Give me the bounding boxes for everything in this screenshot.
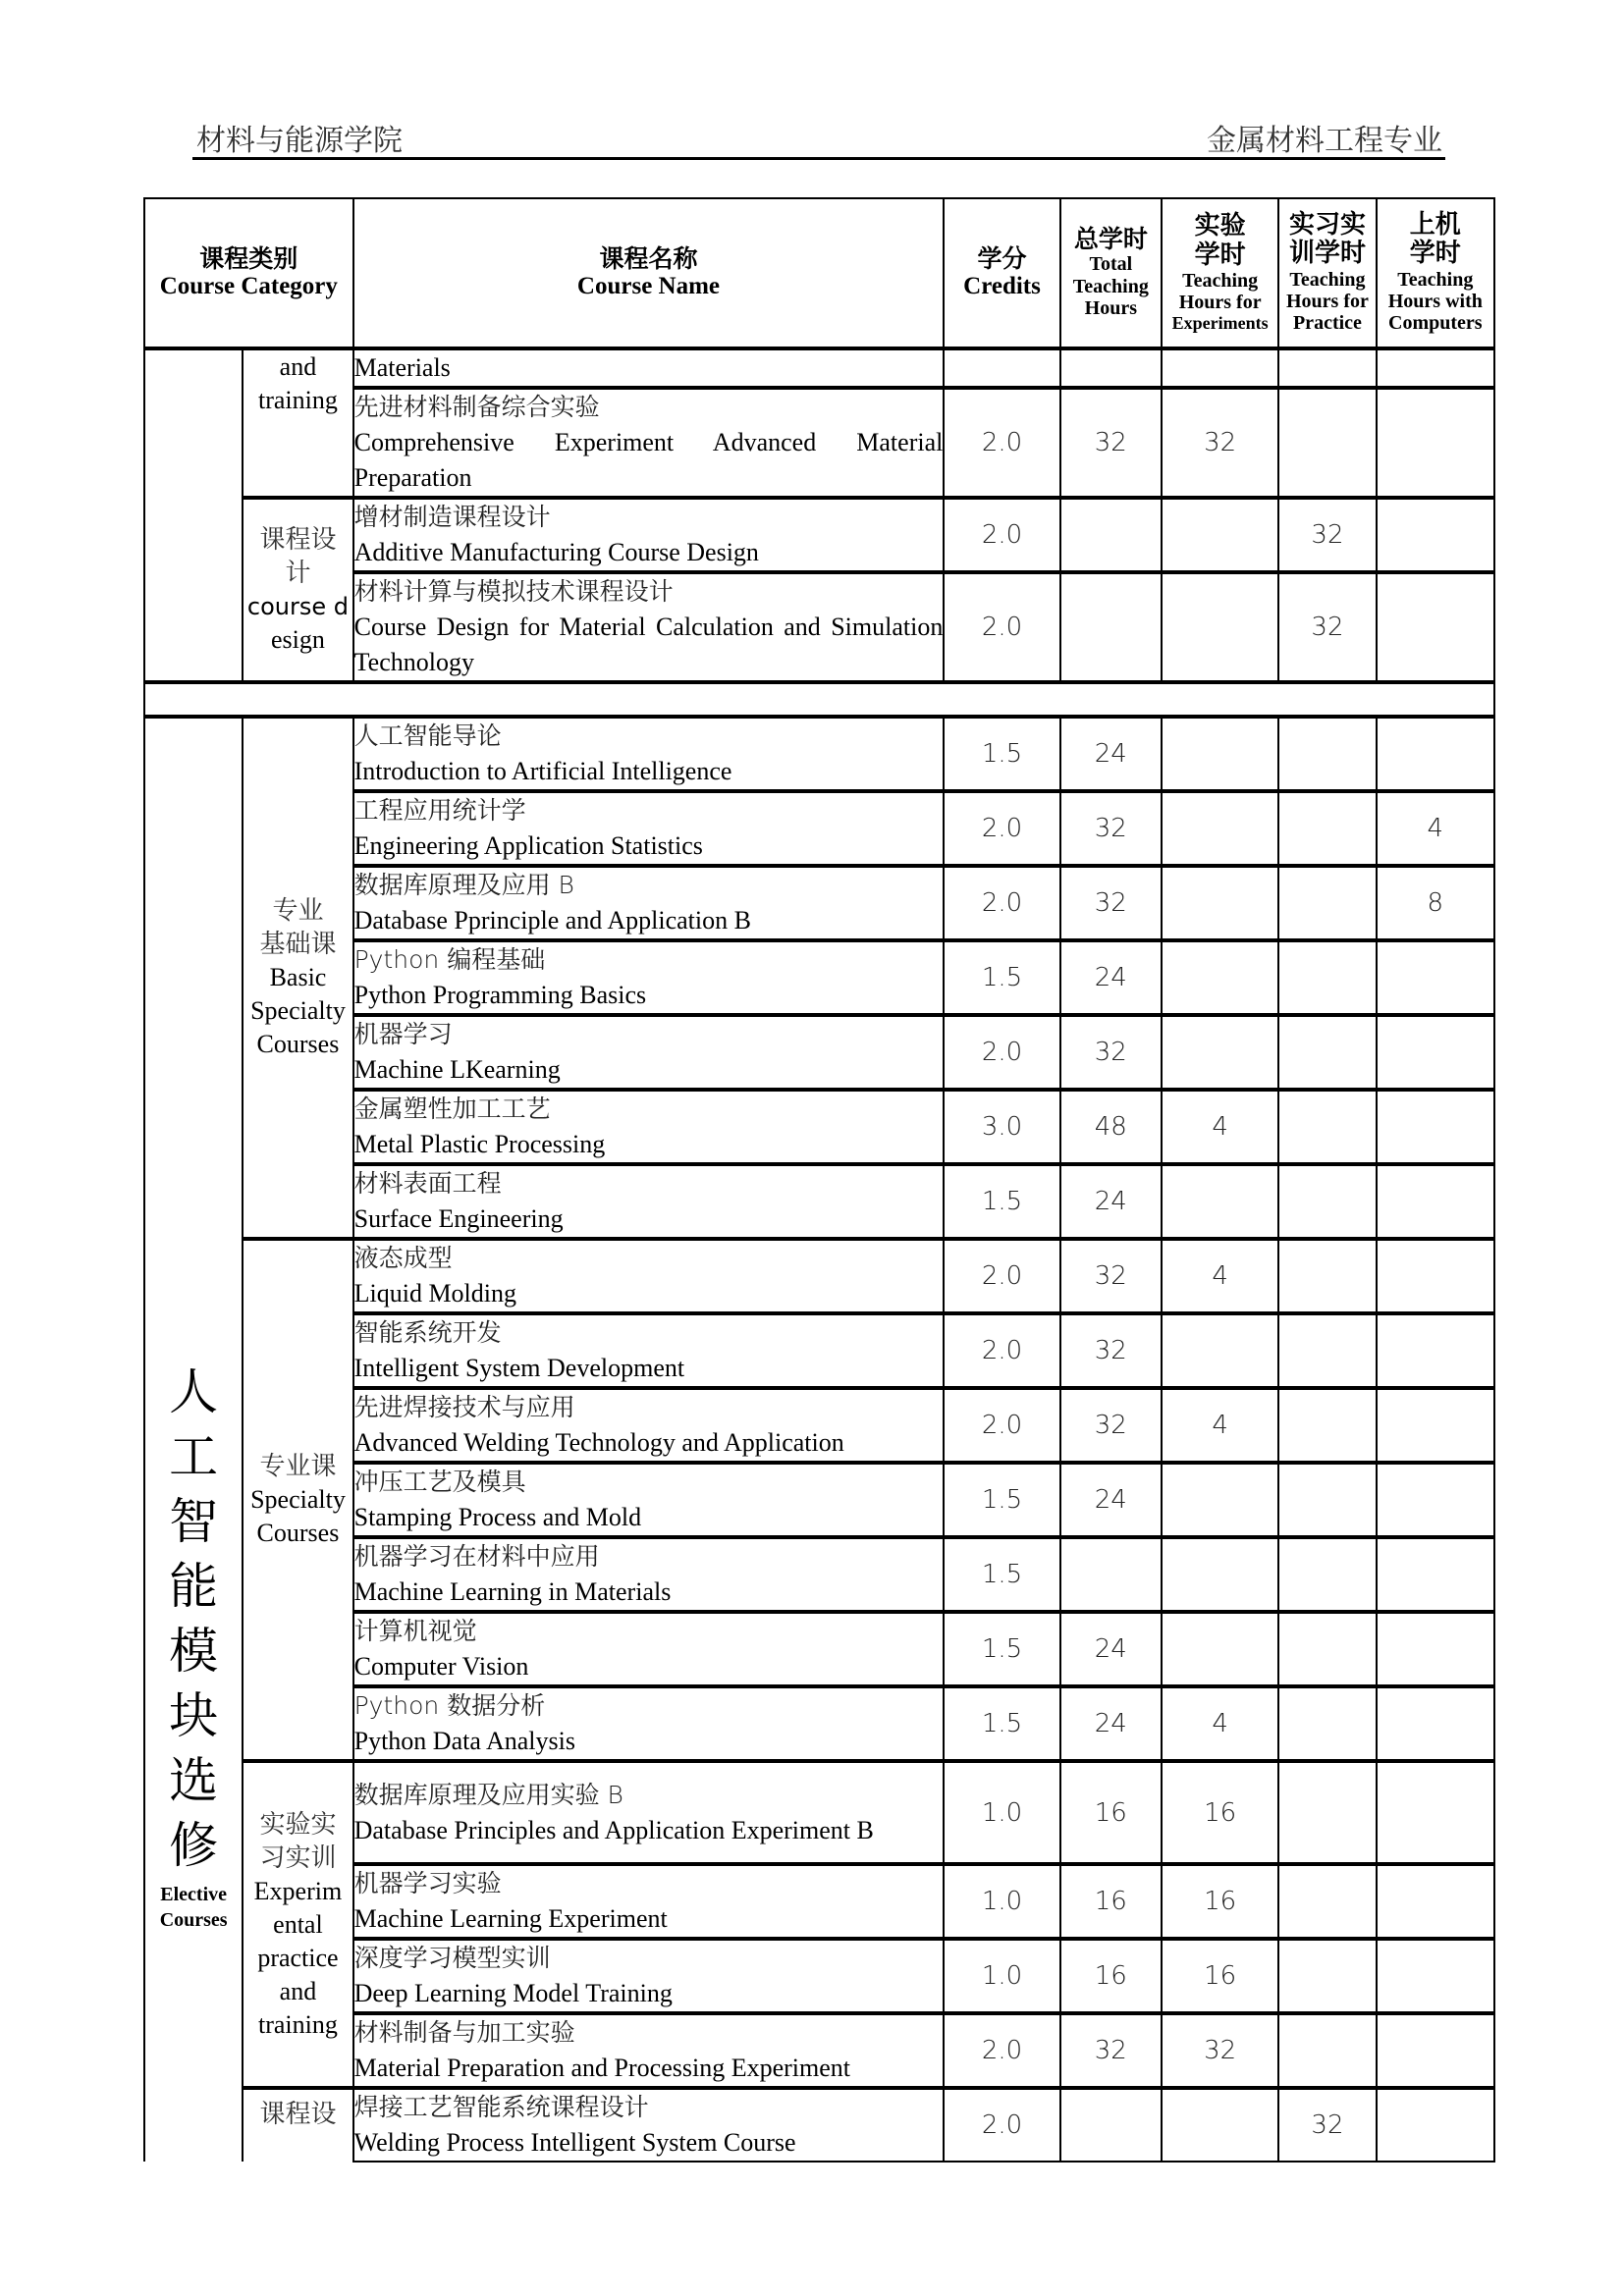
col-header-exp-zh2: 学时 [1194,240,1246,270]
computer-hours-cell [1377,1164,1494,1239]
table-row [144,498,1494,572]
computer-hours-cell [1377,1686,1494,1761]
col-header-name-en: Course Name [576,273,721,299]
course-name-cell [353,2013,945,2088]
course-name-en: Materials [353,353,451,382]
exp-hours-cell [1162,940,1278,1015]
course-name-en: Python Data Analysis [353,1727,575,1755]
exp-hours-cell: 16 [1162,1939,1278,2013]
total-hours-cell: 16 [1060,1939,1162,2013]
course-name-zh: 材料表面工程 [353,1169,502,1198]
course-name-zh: 金属塑性加工工艺 [353,1095,551,1123]
total-hours-cell: 24 [1060,1463,1162,1537]
top-subcategory-1 [243,348,352,498]
course-name-cell [353,1388,945,1463]
exp-hours-cell [1162,717,1278,791]
exp-hours-cell [1162,572,1278,682]
practice-hours-cell [1278,1239,1376,1313]
exp-hours-cell: 32 [1162,388,1278,498]
course-name-zh: 机器学习实验 [353,1869,502,1897]
computer-hours-cell [1377,717,1494,791]
subcategory-label-zh2: 基础课 [259,930,337,959]
subcategory-label-en2: Courses [256,1519,340,1547]
table-row [144,1761,1494,1864]
top-subcategory-2 [243,498,352,682]
course-name-cell [353,1761,945,1864]
course-name-en: Machine LKearning [353,1055,561,1084]
computer-hours-cell [1377,498,1494,572]
course-name-en: Machine Learning in Materials [353,1577,672,1606]
course-name-cell [353,1164,945,1239]
course-name-cell [353,572,945,682]
subcategory-label-en2: ental [273,1909,323,1939]
course-name-zh: 深度学习模型实训 [353,1944,551,1972]
course-name-cell [353,1537,945,1612]
credits-cell: 2.0 [944,1015,1059,1090]
course-name-en: Database Principles and Application Experiment B [353,1815,874,1844]
practice-hours-cell [1278,1761,1376,1864]
module-title-char: 模 [169,1623,219,1680]
course-name-en: Metal Plastic Processing [353,1130,606,1158]
course-name-zh: 先进焊接技术与应用 [353,1393,575,1421]
total-hours-cell: 16 [1060,1761,1162,1864]
course-name-cell [353,1015,945,1090]
practice-hours-cell [1278,388,1376,498]
col-header-category [144,198,353,348]
top-sub1-en1: and [279,352,317,381]
total-hours-cell: 32 [1060,388,1162,498]
course-name-en: Python Programming Basics [353,981,647,1009]
col-header-total-zh: 总学时 [1073,225,1148,254]
course-name-zh: 先进材料制备综合实验 [353,393,600,421]
col-header-total-en2: Teaching [1072,275,1149,297]
exp-hours-cell: 16 [1162,1864,1278,1939]
practice-hours-cell: 32 [1278,572,1376,682]
col-header-name-zh: 课程名称 [599,244,698,273]
subcategory-label-en1: Experim [253,1876,343,1905]
module-title-char: 能 [169,1558,219,1615]
computer-hours-cell [1377,1612,1494,1686]
practice-hours-cell [1278,717,1376,791]
top-sub2-en1: course d [246,593,349,620]
module-title-char: 工 [169,1428,219,1485]
exp-hours-cell [1162,866,1278,940]
practice-hours-cell: 32 [1278,2088,1376,2162]
total-hours-cell: 32 [1060,1388,1162,1463]
course-name-cell [353,348,945,388]
exp-hours-cell: 4 [1162,1686,1278,1761]
course-name-zh: 增材制造课程设计 [353,503,551,531]
col-header-experiments [1162,198,1278,348]
spacer-cell [144,682,1494,717]
total-hours-cell: 32 [1060,2013,1162,2088]
subcategory-label-zh1: 专业课 [259,1452,337,1481]
course-name-zh: 计算机视觉 [353,1617,477,1645]
exp-hours-cell [1162,1537,1278,1612]
col-header-practice [1278,198,1376,348]
top-sub2-zh2: 计 [285,559,311,588]
computer-hours-cell [1377,572,1494,682]
credits-cell: 2.0 [944,866,1059,940]
col-header-exp-en3: Experiments [1171,313,1269,334]
course-name-cell [353,2088,945,2162]
practice-hours-cell [1278,1864,1376,1939]
credits-cell: 2.0 [944,791,1059,866]
course-name-cell [353,791,945,866]
credits-cell: 1.5 [944,1164,1059,1239]
course-name-en: Course Design for Material Calculation and Simulation Technology [353,613,944,676]
header-row [144,198,1494,348]
computer-hours-cell: 4 [1377,791,1494,866]
course-name-zh: Python 数据分析 [353,1691,546,1720]
subcategory-label-zh2: 习实训 [259,1842,337,1873]
computer-hours-cell: 8 [1377,866,1494,940]
credits-cell: 2.0 [944,498,1059,572]
credits-cell: 2.0 [944,1239,1059,1313]
course-name-zh: 材料制备与加工实验 [353,2018,575,2047]
course-name-cell [353,717,945,791]
col-header-exp-en2: Hours for [1178,292,1262,314]
subcategory-label-en1: Basic [269,963,327,991]
practice-hours-cell [1278,2013,1376,2088]
credits-cell: 2.0 [944,2013,1059,2088]
credits-cell: 1.5 [944,1537,1059,1612]
course-name-zh: 冲压工艺及模具 [353,1468,526,1496]
course-name-en: Database Pprinciple and Application B [353,906,751,934]
subcategory-label-en3: practice [257,1943,339,1972]
computer-hours-cell [1377,1015,1494,1090]
computer-hours-cell [1377,1761,1494,1864]
course-name-en: Liquid Molding [353,1279,517,1308]
practice-hours-cell [1278,791,1376,866]
computer-hours-cell [1377,1864,1494,1939]
col-header-prac-en3: Practice [1292,312,1362,335]
total-hours-cell: 24 [1060,1164,1162,1239]
exp-hours-cell [1162,498,1278,572]
course-name-en: Comprehensive Experiment Advanced Material Preparation [353,428,944,492]
exp-hours-cell: 4 [1162,1388,1278,1463]
subcategory-label-cell [243,1239,352,1761]
credits-cell: 2.0 [944,1388,1059,1463]
col-header-prac-en2: Hours for [1286,290,1369,312]
col-header-name [353,198,945,348]
course-name-en: Engineering Application Statistics [353,831,703,860]
total-hours-cell: 32 [1060,791,1162,866]
total-hours-cell: 48 [1060,1090,1162,1164]
course-name-cell [353,1939,945,2013]
course-name-cell [353,1239,945,1313]
total-hours-cell [1060,1537,1162,1612]
practice-hours-cell: 32 [1278,498,1376,572]
computer-hours-cell [1377,1939,1494,2013]
practice-hours-cell [1278,1939,1376,2013]
course-name-zh: 液态成型 [353,1244,453,1272]
total-hours-cell: 24 [1060,1686,1162,1761]
course-name-cell [353,498,945,572]
subcategory-label-en3: Courses [256,1030,340,1058]
course-name-zh: 数据库原理及应用实验 B [353,1780,623,1809]
course-name-cell [353,1864,945,1939]
practice-hours-cell [1278,1388,1376,1463]
credits-cell: 1.5 [944,1612,1059,1686]
col-header-credits-en: Credits [963,273,1041,299]
col-header-prac-en1: Teaching [1289,268,1366,291]
total-hours-cell [1060,572,1162,682]
course-name-cell [353,1686,945,1761]
course-name-en: Stamping Process and Mold [353,1503,642,1531]
curriculum-table [143,197,1495,2163]
col-header-comp-en1: Teaching [1397,268,1474,291]
course-name-en: Deep Learning Model Training [353,1979,673,2007]
col-header-comp-en3: Computers [1388,312,1483,335]
course-name-zh: 数据库原理及应用 B [353,871,574,899]
credits-cell: 1.0 [944,1864,1059,1939]
col-header-credits [944,198,1059,348]
practice-hours-cell [1278,1612,1376,1686]
module-title-char: 智 [169,1493,219,1550]
credits-cell: 1.5 [944,1686,1059,1761]
practice-hours-cell [1278,1686,1376,1761]
practice-hours-cell [1278,1463,1376,1537]
subcategory-label-cell [243,1761,352,2088]
top-sub1-en2: training [258,386,338,414]
credits-cell: 1.5 [944,940,1059,1015]
credits-cell: 1.0 [944,1939,1059,2013]
module-title-cell [144,717,243,2162]
module-title-char: 人 [169,1363,219,1420]
header-major: 金属材料工程专业 [1207,125,1442,157]
computer-hours-cell [1377,1388,1494,1463]
module-title-en2: Courses [159,1909,228,1931]
credits-cell: 2.0 [944,1313,1059,1388]
exp-hours-cell [1162,348,1278,388]
subcategory-label-zh1: 实验实 [259,1809,337,1840]
course-name-en: Machine Learning Experiment [353,1904,668,1933]
credits-cell: 2.0 [944,572,1059,682]
course-name-zh: 材料计算与模拟技术课程设计 [353,577,674,606]
credits-cell: 1.5 [944,1463,1059,1537]
course-name-zh: 智能系统开发 [353,1318,502,1347]
header-rule [192,157,1445,160]
course-name-cell [353,940,945,1015]
course-name-en: Introduction to Artificial Intelligence [353,757,732,785]
total-hours-cell [1060,2088,1162,2162]
top-category-cell [144,348,243,682]
computer-hours-cell [1377,348,1494,388]
exp-hours-cell: 4 [1162,1239,1278,1313]
practice-hours-cell [1278,1015,1376,1090]
exp-hours-cell [1162,1463,1278,1537]
course-name-zh: 工程应用统计学 [353,796,526,825]
table-row [144,717,1494,791]
module-title-en1: Elective [160,1884,228,1905]
total-hours-cell: 32 [1060,1239,1162,1313]
course-name-en: Surface Engineering [353,1204,564,1233]
credits-cell: 3.0 [944,1090,1059,1164]
col-header-category-zh: 课程类别 [199,244,298,273]
col-header-total-en3: Hours [1084,297,1137,320]
top-sub2-zh1: 课程设 [259,525,337,555]
course-name-cell [353,1463,945,1537]
table-row [144,348,1494,388]
course-name-cell [353,388,945,498]
practice-hours-cell [1278,1537,1376,1612]
header-college: 材料与能源学院 [196,125,403,157]
subcategory-label-en4: and [279,1976,317,2005]
credits-cell: 1.5 [944,717,1059,791]
module-title-char: 块 [169,1687,219,1744]
col-header-comp-zh2: 学时 [1409,239,1461,269]
course-name-en: Computer Vision [353,1652,529,1681]
subcategory-label-zh1: 专业 [272,896,324,926]
course-name-cell [353,1313,945,1388]
computer-hours-cell [1377,2088,1494,2162]
col-header-computers [1377,198,1494,348]
exp-hours-cell: 4 [1162,1090,1278,1164]
course-name-en: Welding Process Intelligent System Course [353,2128,796,2157]
col-header-prac-zh2: 训学时 [1288,239,1366,269]
credits-cell: 1.0 [944,1761,1059,1864]
computer-hours-cell [1377,1090,1494,1164]
subcategory-label-en2: Specialty [250,996,346,1025]
computer-hours-cell [1377,1239,1494,1313]
exp-hours-cell [1162,2088,1278,2162]
practice-hours-cell [1278,348,1376,388]
practice-hours-cell [1278,1090,1376,1164]
exp-hours-cell [1162,1015,1278,1090]
exp-hours-cell [1162,1164,1278,1239]
course-name-cell [353,1612,945,1686]
col-header-comp-en2: Hours with [1387,290,1483,312]
practice-hours-cell [1278,1313,1376,1388]
computer-hours-cell [1377,940,1494,1015]
computer-hours-cell [1377,388,1494,498]
subcategory-label-en5: training [258,2009,338,2039]
col-header-total [1060,198,1162,348]
exp-hours-cell: 16 [1162,1761,1278,1864]
practice-hours-cell [1278,940,1376,1015]
course-name-en: Material Preparation and Processing Experiment [353,2054,851,2082]
col-header-credits-zh: 学分 [977,244,1027,273]
credits-cell [944,348,1059,388]
col-header-comp-zh1: 上机 [1409,210,1461,240]
col-header-prac-zh1: 实习实 [1288,210,1366,240]
course-name-en: Intelligent System Development [353,1354,685,1382]
course-name-zh: 机器学习 [353,1020,453,1048]
course-name-zh: 机器学习在材料中应用 [353,1542,600,1571]
subcategory-label-en1: Specialty [250,1485,346,1514]
practice-hours-cell [1278,1164,1376,1239]
exp-hours-cell: 32 [1162,2013,1278,2088]
exp-hours-cell [1162,1313,1278,1388]
computer-hours-cell [1377,1313,1494,1388]
credits-cell: 2.0 [944,2088,1059,2162]
course-name-zh: Python 编程基础 [353,945,546,974]
credits-cell: 2.0 [944,388,1059,498]
practice-hours-cell [1278,866,1376,940]
total-hours-cell: 32 [1060,866,1162,940]
course-name-zh: 焊接工艺智能系统课程设计 [353,2093,649,2121]
total-hours-cell: 24 [1060,717,1162,791]
exp-hours-cell [1162,791,1278,866]
subcategory-label-cell [243,717,352,1239]
table-row [144,1239,1494,1313]
top-sub2-en2: esign [271,625,325,654]
table-row [144,2088,1494,2162]
spacer-row [144,682,1494,717]
col-header-exp-en1: Teaching [1182,269,1259,292]
col-header-category-en: Course Category [159,273,338,299]
computer-hours-cell [1377,1537,1494,1612]
course-name-en: Advanced Welding Technology and Application [353,1428,844,1457]
total-hours-cell: 24 [1060,940,1162,1015]
computer-hours-cell [1377,1463,1494,1537]
col-header-exp-zh1: 实验 [1194,211,1246,241]
ai-module-section [144,717,1494,2162]
module-title-char: 修 [169,1817,219,1874]
module-title-char: 选 [169,1752,219,1809]
subcategory-label-zh1: 课程设 [259,2100,337,2129]
total-hours-cell [1060,498,1162,572]
total-hours-cell: 24 [1060,1612,1162,1686]
course-name-en: Additive Manufacturing Course Design [353,538,759,566]
total-hours-cell: 32 [1060,1015,1162,1090]
subcategory-label-cell [243,2088,352,2162]
exp-hours-cell [1162,1612,1278,1686]
course-name-cell [353,1090,945,1164]
course-name-cell [353,866,945,940]
computer-hours-cell [1377,2013,1494,2088]
total-hours-cell: 16 [1060,1864,1162,1939]
total-hours-cell: 32 [1060,1313,1162,1388]
col-header-total-en1: Total [1089,253,1133,276]
total-hours-cell [1060,348,1162,388]
course-name-zh: 人工智能导论 [353,721,502,750]
